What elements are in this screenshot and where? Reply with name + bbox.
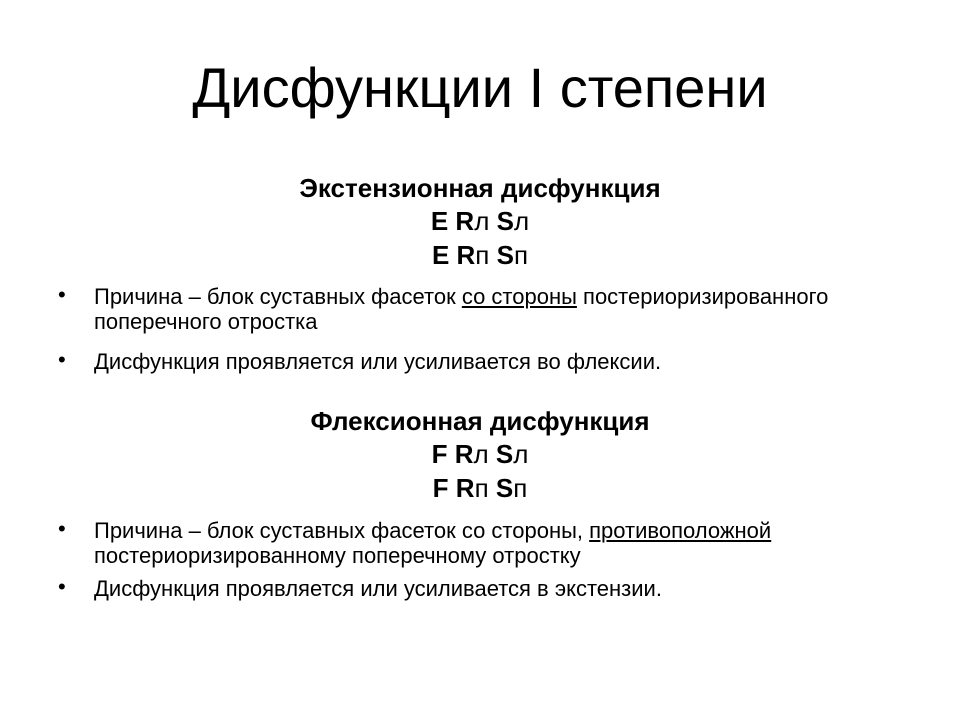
flexion-formula-right: F Rп Sп xyxy=(432,473,528,503)
extension-manifestation-bullet: • Дисфункция проявляется или усиливается во флексии. xyxy=(58,347,662,374)
extension-bullet-list xyxy=(0,284,960,374)
flexion-section xyxy=(0,405,960,505)
flexion-heading: Флексионная дисфункция xyxy=(310,406,650,436)
extension-heading: Экстензионная дисфункция xyxy=(299,173,661,203)
underlined-phrase: противоположной xyxy=(589,518,772,543)
flexion-formula-left: F Rл Sл xyxy=(431,439,529,469)
extension-formula-right: E Rп Sп xyxy=(431,240,529,270)
bullet-icon: • xyxy=(58,574,66,599)
underlined-phrase: со стороны xyxy=(461,284,577,309)
bullet-icon: • xyxy=(58,282,66,307)
slide-title: Дисфункции I степени xyxy=(192,56,768,119)
extension-cause-bullet: • Причина – блок суставных фасеток со стороны постериоризированного поперечного отростка xyxy=(58,282,829,334)
extension-formula-left: E Rл Sл xyxy=(430,206,530,236)
flexion-manifestation-bullet: • Дисфункция проявляется или усиливается в экстензии. xyxy=(58,574,662,601)
flexion-bullet-list xyxy=(0,518,960,601)
bullet-icon: • xyxy=(58,347,66,372)
flexion-cause-bullet: • Причина – блок суставных фасеток со стороны, противоположной постериоризированному поперечному отростку xyxy=(58,516,772,568)
bullet-icon: • xyxy=(58,516,66,541)
extension-section xyxy=(0,172,960,272)
